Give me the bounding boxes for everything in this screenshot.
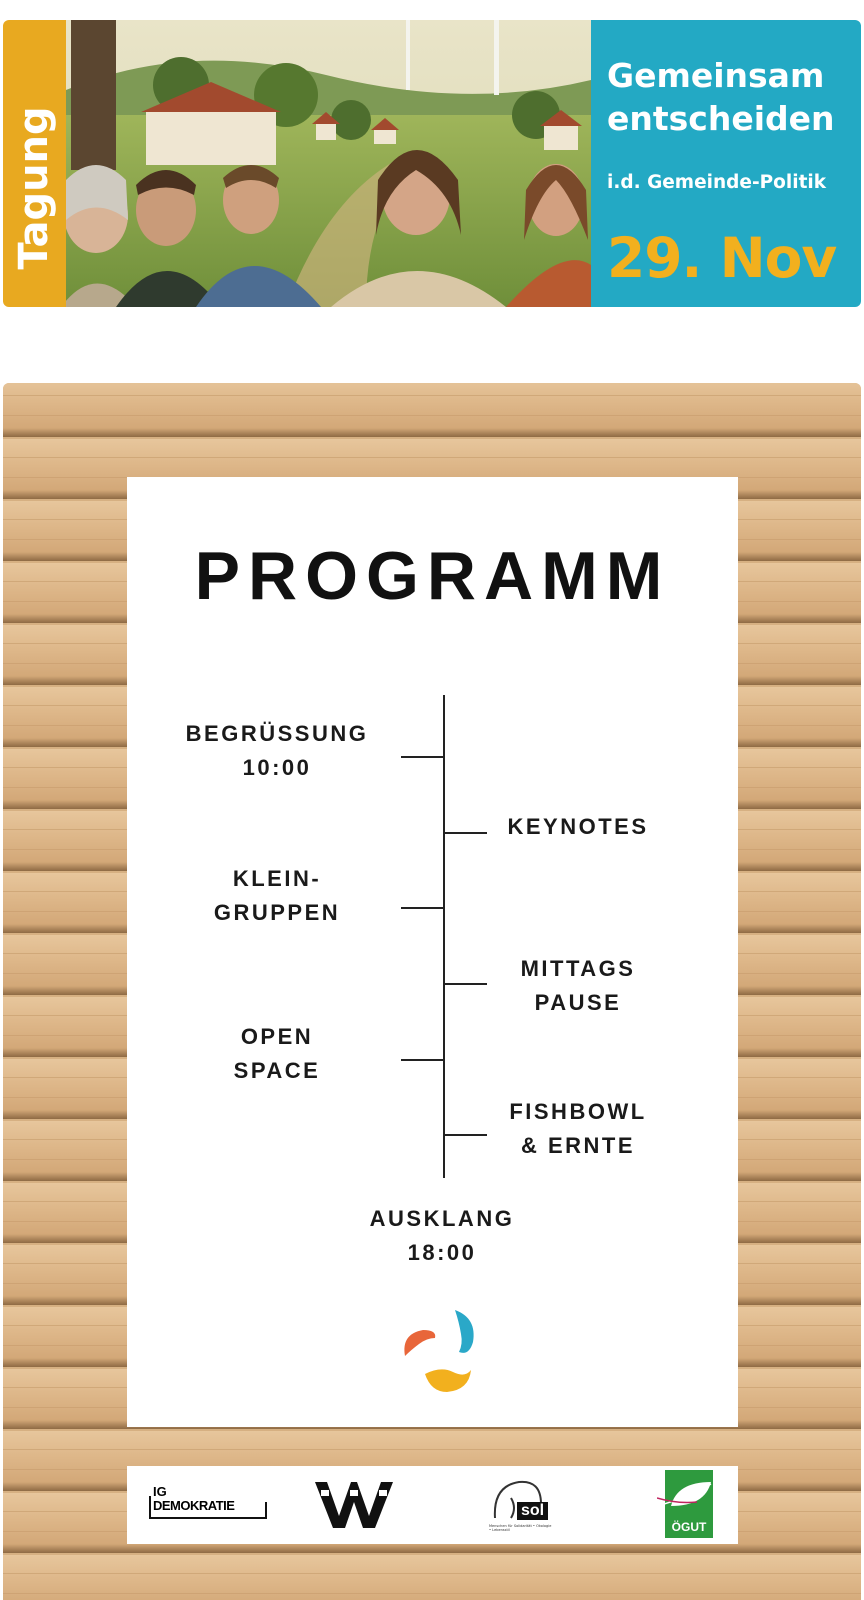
timeline-tick — [401, 756, 443, 758]
sol-logo — [489, 1474, 553, 1536]
timeline-tick — [401, 907, 443, 909]
leaf-icon — [657, 1476, 715, 1516]
banner-title — [607, 54, 835, 140]
event-date: 29. Nov — [607, 226, 837, 290]
program-item-mittagspause — [458, 952, 698, 1020]
oegut-logo-text: ÖGUT — [671, 1520, 707, 1534]
tag-bar — [3, 20, 66, 307]
banner-title-line2: entscheiden — [607, 99, 835, 138]
program-title: PROGRAMM — [194, 538, 671, 614]
wood-plank — [3, 1555, 861, 1600]
program-item-time: 10:00 — [242, 755, 312, 780]
w-sponsor-logo-icon — [315, 1482, 393, 1528]
info-panel — [591, 20, 861, 307]
banner-title-line1: Gemeinsam — [607, 56, 825, 95]
tag-label: Tagung — [11, 106, 57, 270]
program-item-begruessung — [157, 717, 397, 785]
program-item-title-2: SPACE — [233, 1058, 321, 1083]
village-meeting-photo — [66, 20, 591, 307]
program-item-title: MITTAGS — [520, 956, 636, 981]
program-item-ausklang — [322, 1202, 562, 1270]
ig-logo-text: IG — [153, 1484, 167, 1499]
program-item-title-2: & ERNTE — [520, 1133, 636, 1158]
program-item-kleingruppen — [157, 862, 397, 930]
ig-demokratie-logo — [149, 1484, 269, 1528]
ig-logo-subtext: DEMOKRATIE — [153, 1498, 235, 1513]
program-item-keynotes — [458, 810, 698, 844]
oegut-logo — [657, 1470, 715, 1538]
program-item-title-2: GRUPPEN — [213, 900, 341, 925]
wood-plank — [3, 383, 861, 437]
event-banner — [3, 20, 861, 307]
organizer-logo-icon — [397, 1304, 487, 1394]
sponsor-strip — [127, 1466, 738, 1544]
program-item-fishbowl — [458, 1095, 698, 1163]
sol-tagline: Menschen für Solidarität • Ökologie • Lebensstil — [489, 1524, 552, 1532]
banner-subtitle: i.d. Gemeinde-Politik — [607, 172, 827, 193]
program-item-openspace — [157, 1020, 397, 1088]
program-item-title: FISHBOWL — [509, 1099, 647, 1124]
program-item-title-2: PAUSE — [534, 990, 622, 1015]
program-item-title: OPEN — [240, 1024, 314, 1049]
program-item-title: AUSKLANG — [369, 1206, 515, 1231]
program-item-time: 18:00 — [407, 1240, 477, 1265]
program-poster — [127, 477, 738, 1427]
program-item-title: BEGRÜSSUNG — [185, 721, 369, 746]
timeline-axis — [443, 695, 445, 1178]
timeline-tick — [401, 1059, 443, 1061]
program-item-title: KLEIN- — [232, 866, 322, 891]
program-item-title: KEYNOTES — [507, 814, 649, 839]
sol-logo-text: sol — [517, 1502, 548, 1520]
